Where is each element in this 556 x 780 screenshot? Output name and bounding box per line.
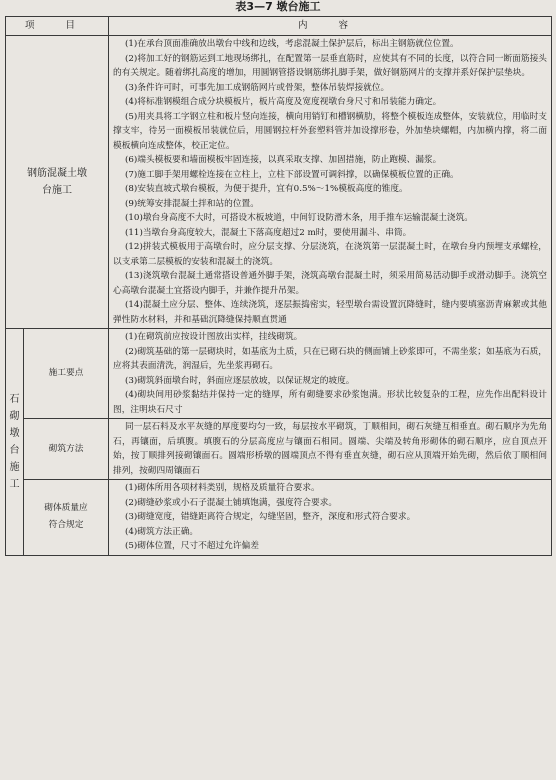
header-item: 项 目: [6, 17, 109, 36]
content-cell: [109, 329, 552, 419]
content-cell: [109, 480, 552, 556]
list-item: (5)砌体位置，尺寸不超过允许偏差: [125, 541, 259, 551]
list-item: (2)砌缝砂浆或小石子混凝土铺填饱满，强度符合要求。: [125, 497, 338, 508]
subcategory-label: 砌筑方法: [48, 443, 84, 454]
list-item: (8)安装直坡式墩台模板，为便于提升，宜有0.5%～1%模板高度的锥度。: [125, 184, 408, 194]
header-row: [6, 17, 552, 36]
table-title: 表3—7 墩台施工: [235, 0, 321, 13]
table-row: [6, 480, 552, 556]
list-item: (11)当墩台身高度较大，混凝土下落高度超过2 m时，要使用漏斗、串筒。: [125, 227, 412, 238]
table-row: [6, 329, 552, 419]
table-row: [6, 36, 552, 329]
subcategory-masonry-method: [24, 419, 109, 480]
category-stone-pier: [6, 329, 24, 556]
list-item: (10)墩台身高度不大时，可搭设木板坡道，中间钉设防滑木条，用手推车运输混凝土浇筑。: [125, 213, 473, 223]
pier-construction-table: [5, 16, 552, 556]
list-item: (6)端头模板要和墙面模板牢固连接，以真采取支撑、加固措施，防止跑模、漏浆。: [125, 155, 442, 165]
header-content: 内 容: [109, 17, 552, 36]
subcategory-key-points: [24, 329, 109, 419]
list-item: (3)砌筑斜面墩台时，斜面应逐层放坡，以保证规定的坡度。: [125, 375, 355, 386]
list-item: (4)砌筑方法正确。: [125, 526, 199, 537]
list-item: (1)在承台顶面准确放出墩台中线和边线，考虑混凝土保护层后，标出主钢筋就位位置。: [125, 39, 459, 49]
subcategory-label: 砌体质量应符合规定: [44, 503, 88, 531]
list-item: (14)混凝土应分层、整体、连续浇筑，逐层振捣密实，轻型墩台需设置沉降缝时，缝内要填塞沥青麻絮或其他弹性防水材料，并和基础沉降缝保持顺直贯通: [113, 300, 547, 325]
list-item: (9)统筹安排混凝土拌和站的位置。: [125, 198, 259, 209]
table-row: [6, 419, 552, 480]
subcategory-label: 施工要点: [48, 368, 84, 379]
subcategory-quality-requirements: [24, 480, 109, 556]
list-item: (7)施工脚手架用螺栓连接在立柱上，立柱下部设置可调斜撑，以确保模板位置的正确。: [125, 169, 459, 180]
list-item: (2)将加工好的钢筋运到工地现场绑扎，在配置第一层垂直筋时，应使其有不同的长度，以符合同一断面筋接头的有关规定。随着绑扎高度的增加，用圆钢管搭设钢筋绑扎脚手架，做好钢筋网片的支撑并系好保护层垫块。: [113, 53, 547, 78]
list-item: (3)砌缝宽度，错缝距离符合规定，勾缝坚固，整齐，深度和形式符合要求。: [125, 512, 416, 522]
list-item: (12)拼装式模板用于高墩台时，应分层支撑、分层浇筑，在浇筑第一层混凝土时，在墩台身内预埋支承螺栓，以支承第二层模板的安装和混凝土的浇筑。: [113, 242, 547, 267]
list-item: (3)条件许可时，可事先加工成钢筋网片或骨架，整体吊装焊接就位。: [125, 82, 390, 93]
list-item: (13)浇筑墩台混凝土通常搭设普通外脚手架，浇筑高墩台混凝土时，须采用简易活动脚手或滑动脚手。浇筑空心高墩台混凝土宜搭设内脚手，并兼作提升吊架。: [113, 271, 547, 296]
list-item: (1)砌体所用各项材料类别，规格及质量符合要求。: [125, 483, 320, 493]
content-cell: [109, 36, 552, 329]
list-item: (4)将标准钢模组合成分块模板片，板片高度及宽度视墩台身尺寸和吊装能力确定。: [125, 97, 442, 107]
category-rc-pier: [6, 36, 109, 329]
list-item: (4)砌块间用砂浆黏结并保持一定的缝厚，所有砌缝要求砂浆饱满。形状比较复杂的工程，应先作出配料设计图，注明块石尺寸: [113, 390, 547, 415]
list-item: (1)在砌筑前应按设计图放出实样，挂线砌筑。: [125, 332, 303, 342]
category-label: 钢筋混凝土墩台施工: [27, 168, 87, 196]
list-item: (5)用夹具将工字钢立柱和板片竖向连接，横向用销钉和槽钢横肋，将整个模板连成整体，安装就位，用临时支撑支牢，待另一面模板吊装就位后，用圆钢拉杆外套塑料管并加设撑形卷，外加垫块螺帽，内加横内撑，将二面模板横向连成整体，校正定位。: [113, 111, 547, 151]
category-label: 石砌墩台施工: [9, 393, 20, 490]
list-item: 同一层石料及水平灰缝的厚度要均匀一致，每层按水平砌筑，丁顺相间，砌石灰缝互相垂直。砌石顺序为先角石，再镶面，后填腹。填腹石的分层高度应与镶面石相同。圆端、尖端及转角形砌体的砌石顺序，应自顶点开始，按丁顺排列接砌镶面石。圆端形桥墩的圆端顶点不得有垂直灰缝，砌石应从顶端开始先砌，然后依丁顺相间排列，按砌四周镶面石: [113, 422, 547, 476]
list-item: (2)砌筑基础的第一层砌块时，如基底为土质，只在已砌石块的侧面铺上砂浆即可，不需坐浆；如基底为石质，应将其表面清洗，润湿后，先坐浆再砌石。: [113, 346, 547, 371]
content-cell: [109, 419, 552, 480]
